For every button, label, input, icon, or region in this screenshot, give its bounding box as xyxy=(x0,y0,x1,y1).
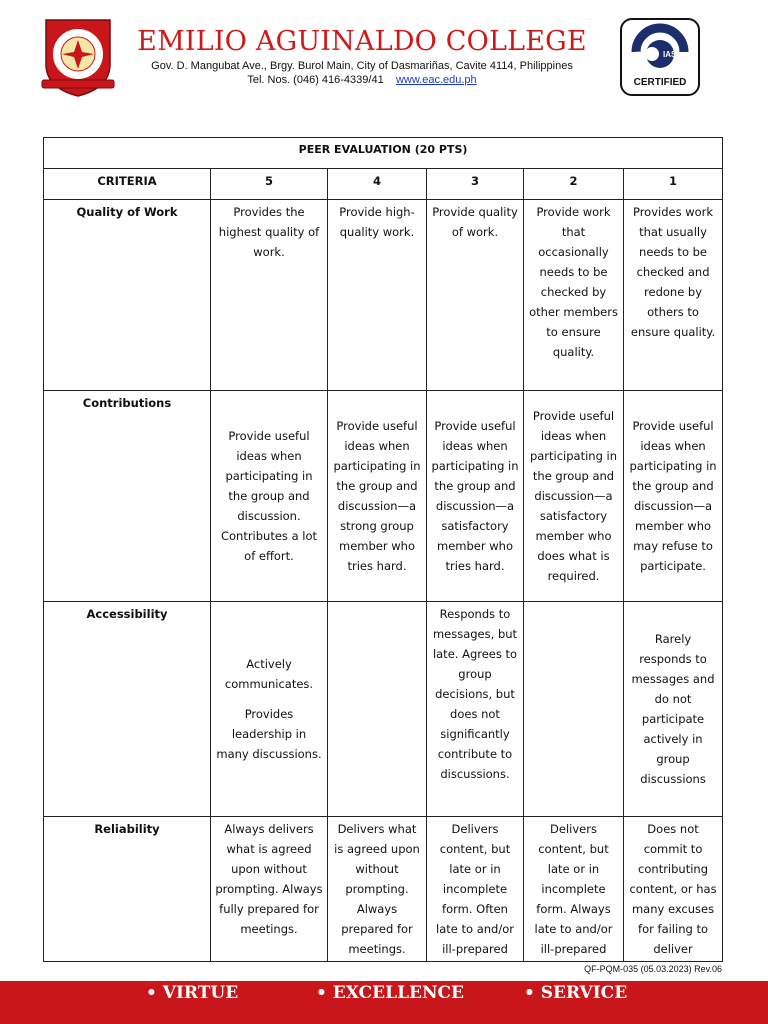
peer-evaluation-rubric xyxy=(43,137,723,962)
cell-quality-3: Provide quality of work. xyxy=(427,200,524,391)
cert-mark-text: IAS xyxy=(663,50,677,59)
letterhead xyxy=(0,0,768,120)
cell-contributions-1: Provide useful ideas when participating in the group and discussion—a member who may refuse to participate. xyxy=(624,391,723,602)
website-link[interactable]: www.eac.edu.ph xyxy=(395,74,477,86)
cell-contributions-3: Provide useful ideas when participating in the group and discussion—a satisfactory member who tries hard. xyxy=(427,391,524,602)
cert-iso-text: ISO xyxy=(635,52,646,58)
cell-quality-1: Provides work that usually needs to be checked and redone by others to ensure quality. xyxy=(624,200,723,391)
table-row xyxy=(44,200,723,391)
cell-accessibility-5-line2: Provides leadership in many discussions. xyxy=(216,707,322,761)
header-score-4: 4 xyxy=(328,169,427,200)
cell-reliability-5: Always delivers what is agreed upon without prompting. Always fully prepared for meetings. xyxy=(211,817,328,962)
rubric-header-row xyxy=(44,169,723,200)
header-score-3: 3 xyxy=(427,169,524,200)
header-criteria: CRITERIA xyxy=(44,169,211,200)
table-row xyxy=(44,391,723,602)
cell-contributions-5: Provide useful ideas when participating in the group and discussion. Contributes a lot of effort. xyxy=(211,391,328,602)
cell-accessibility-1: Rarely responds to messages and do not participate actively in group discussions xyxy=(624,602,723,817)
address-line: Gov. D. Mangubat Ave., Brgy. Burol Main, City of Dasmariñas, Cavite 4114, Philippines xyxy=(151,60,573,72)
certification-icon xyxy=(622,22,698,78)
motto-service: • SERVICE xyxy=(524,983,628,1003)
cell-quality-2: Provide work that occasionally needs to be checked by other members to ensure quality. xyxy=(524,200,624,391)
rubric-title: PEER EVALUATION (20 PTS) xyxy=(44,138,723,169)
cell-reliability-1: Does not commit to contributing content, or has many excuses for failing to deliver xyxy=(624,817,723,962)
college-seal-icon xyxy=(36,14,120,98)
header-score-1: 1 xyxy=(624,169,723,200)
footer-banner xyxy=(0,981,768,1024)
table-row xyxy=(44,602,723,817)
iso-certification-badge xyxy=(620,18,700,96)
phone-number: Tel. Nos. (046) 416-4339/41 xyxy=(247,74,384,86)
document-code: QF-PQM-035 (05.03.2023) Rev.06 xyxy=(584,964,722,974)
contact-line xyxy=(124,73,600,87)
cell-quality-5: Provides the highest quality of work. xyxy=(211,200,328,391)
cell-accessibility-2 xyxy=(524,602,624,817)
cell-accessibility-3: Responds to messages, but late. Agrees to group decisions, but does not significantly contribute to discussions. xyxy=(427,602,524,817)
college-name: EMILIO AGUINALDO COLLEGE xyxy=(137,26,587,57)
criterion-contributions: Contributions xyxy=(44,391,211,602)
criterion-reliability: Reliability xyxy=(44,817,211,962)
cell-accessibility-5-line1: Actively communicates. xyxy=(224,657,314,691)
criterion-quality-of-work: Quality of Work xyxy=(44,200,211,391)
motto-excellence: • EXCELLENCE xyxy=(316,983,465,1003)
cert-label: CERTIFIED xyxy=(633,77,687,88)
cell-accessibility-5 xyxy=(211,602,328,817)
header-score-2: 2 xyxy=(524,169,624,200)
motto-virtue: • VIRTUE xyxy=(146,983,239,1003)
header-score-5: 5 xyxy=(211,169,328,200)
cell-reliability-3: Delivers content, but late or in incomplete form. Often late to and/or ill-prepared xyxy=(427,817,524,962)
table-row xyxy=(44,817,723,962)
cell-contributions-4: Provide useful ideas when participating in the group and discussion—a strong group member who tries hard. xyxy=(328,391,427,602)
cell-quality-4: Provide high-quality work. xyxy=(328,200,427,391)
criterion-accessibility: Accessibility xyxy=(44,602,211,817)
college-address xyxy=(124,59,600,87)
cell-reliability-2: Delivers content, but late or in incomplete form. Always late to and/or ill-prepared xyxy=(524,817,624,962)
cell-contributions-2: Provide useful ideas when participating in the group and discussion—a satisfactory member who does what is required. xyxy=(524,391,624,602)
cell-accessibility-4 xyxy=(328,602,427,817)
cell-reliability-4: Delivers what is agreed upon without prompting. Always prepared for meetings. xyxy=(328,817,427,962)
